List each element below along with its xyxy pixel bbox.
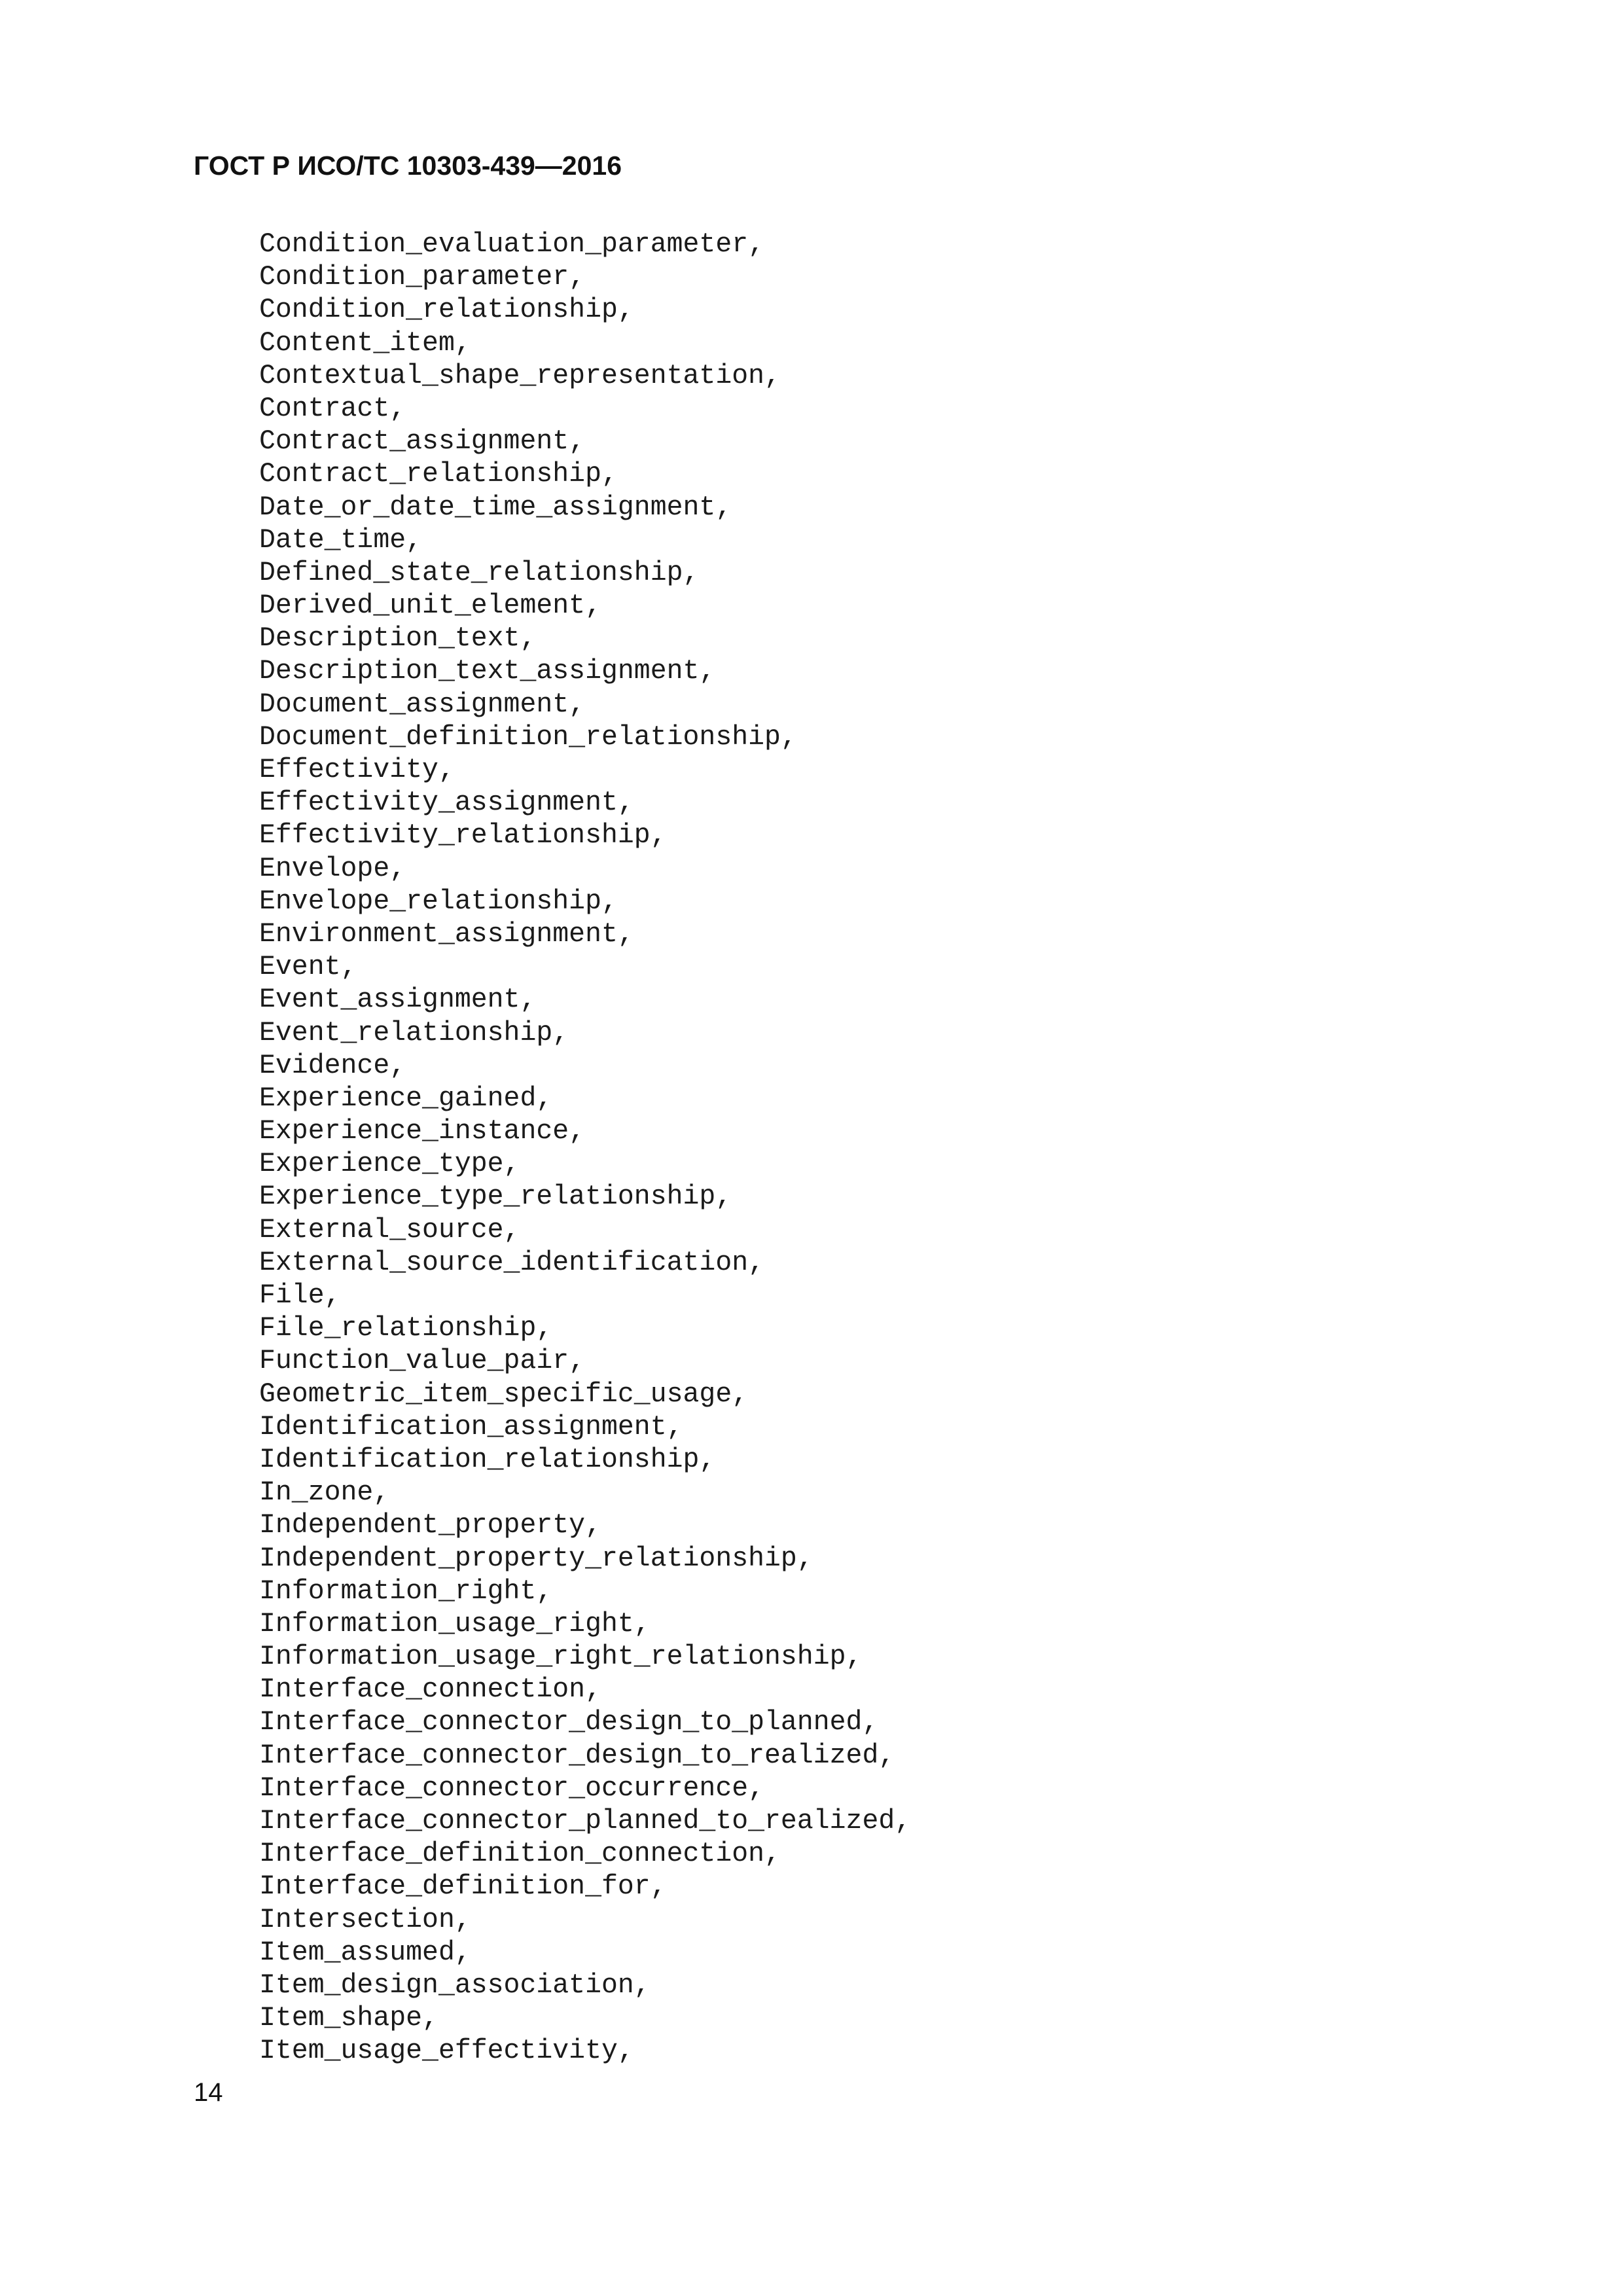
entity-list-item: Interface_connector_occurrence,	[259, 1772, 765, 1804]
entity-list-item: Experience_type_relationship,	[259, 1181, 732, 1213]
entity-list-item: Condition_evaluation_parameter,	[259, 229, 765, 260]
entity-list-item: Envelope,	[259, 853, 406, 884]
entity-list-item: Experience_type,	[259, 1149, 520, 1180]
entity-list-item: Contextual_shape_representation,	[259, 360, 781, 391]
entity-list-item: Geometric_item_specific_usage,	[259, 1378, 749, 1410]
entity-list-item: Identification_relationship,	[259, 1444, 716, 1475]
entity-list-item: Environment_assignment,	[259, 918, 634, 950]
entity-list-item: Experience_gained,	[259, 1083, 553, 1114]
entity-list-item: Event_assignment,	[259, 984, 537, 1016]
entity-list-item: Interface_definition_for,	[259, 1871, 667, 1903]
entity-list-item: Description_text,	[259, 623, 537, 655]
entity-list-item: Contract,	[259, 393, 406, 424]
entity-list-item: Effectivity,	[259, 755, 455, 785]
entity-list-item: Effectivity_relationship,	[259, 820, 667, 852]
entity-list-item: Condition_relationship,	[259, 295, 634, 326]
entity-list-item: Item_assumed,	[259, 1937, 471, 1968]
entity-list-item: Interface_connector_design_to_realized,	[259, 1740, 895, 1771]
entity-list-item: Date_or_date_time_assignment,	[259, 492, 732, 523]
entity-list-item: Document_definition_relationship,	[259, 721, 797, 753]
document-code-header: ГОСТ Р ИСО/ТС 10303-439—2016	[194, 151, 622, 181]
entity-list-item: Independent_property,	[259, 1510, 601, 1541]
entity-list-item: Interface_connection,	[259, 1674, 601, 1706]
entity-list-item: Content_item,	[259, 327, 471, 359]
entity-list-item: Condition_parameter,	[259, 262, 586, 293]
entity-list-item: Document_assignment,	[259, 689, 586, 720]
entity-list-item: Interface_connector_planned_to_realized,	[259, 1806, 912, 1837]
entity-list-item: Effectivity_assignment,	[259, 787, 634, 819]
entity-list-item: External_source,	[259, 1214, 520, 1246]
entity-list-item: Experience_instance,	[259, 1116, 586, 1147]
entity-list-item: Function_value_pair,	[259, 1346, 586, 1377]
entity-list-item: Contract_relationship,	[259, 459, 618, 490]
entity-list	[259, 228, 911, 2068]
entity-list-item: Derived_unit_element,	[259, 590, 601, 622]
entity-list-item: Contract_assignment,	[259, 426, 586, 457]
entity-list-item: In_zone,	[259, 1477, 390, 1509]
entity-list-item: Information_usage_right,	[259, 1608, 651, 1640]
entity-list-item: Event_relationship,	[259, 1017, 569, 1049]
entity-list-item: Information_usage_right_relationship,	[259, 1641, 863, 1673]
entity-list-item: Independent_property_relationship,	[259, 1543, 813, 1574]
entity-list-item: Information_right,	[259, 1575, 553, 1607]
entity-list-item: File,	[259, 1280, 341, 1311]
entity-list-item: Evidence,	[259, 1050, 406, 1081]
entity-list-item: Intersection,	[259, 1904, 471, 1935]
entity-list-item: Date_time,	[259, 524, 423, 556]
entity-list-item: Defined_state_relationship,	[259, 557, 700, 588]
entity-list-item: Description_text_assignment,	[259, 656, 716, 687]
entity-list-item: Item_usage_effectivity,	[259, 2036, 634, 2067]
entity-list-item: Event,	[259, 952, 357, 983]
entity-list-item: Item_shape,	[259, 2003, 438, 2034]
entity-list-item: Interface_definition_connection,	[259, 1839, 781, 1870]
entity-list-item: Item_design_association,	[259, 1969, 651, 2001]
entity-list-item: Envelope_relationship,	[259, 886, 618, 917]
page-number: 14	[194, 2078, 223, 2107]
entity-list-item: Interface_connector_design_to_planned,	[259, 1707, 879, 1738]
entity-list-item: External_source_identification,	[259, 1247, 765, 1278]
entity-list-item: Identification_assignment,	[259, 1411, 683, 1443]
entity-list-item: File_relationship,	[259, 1313, 553, 1344]
